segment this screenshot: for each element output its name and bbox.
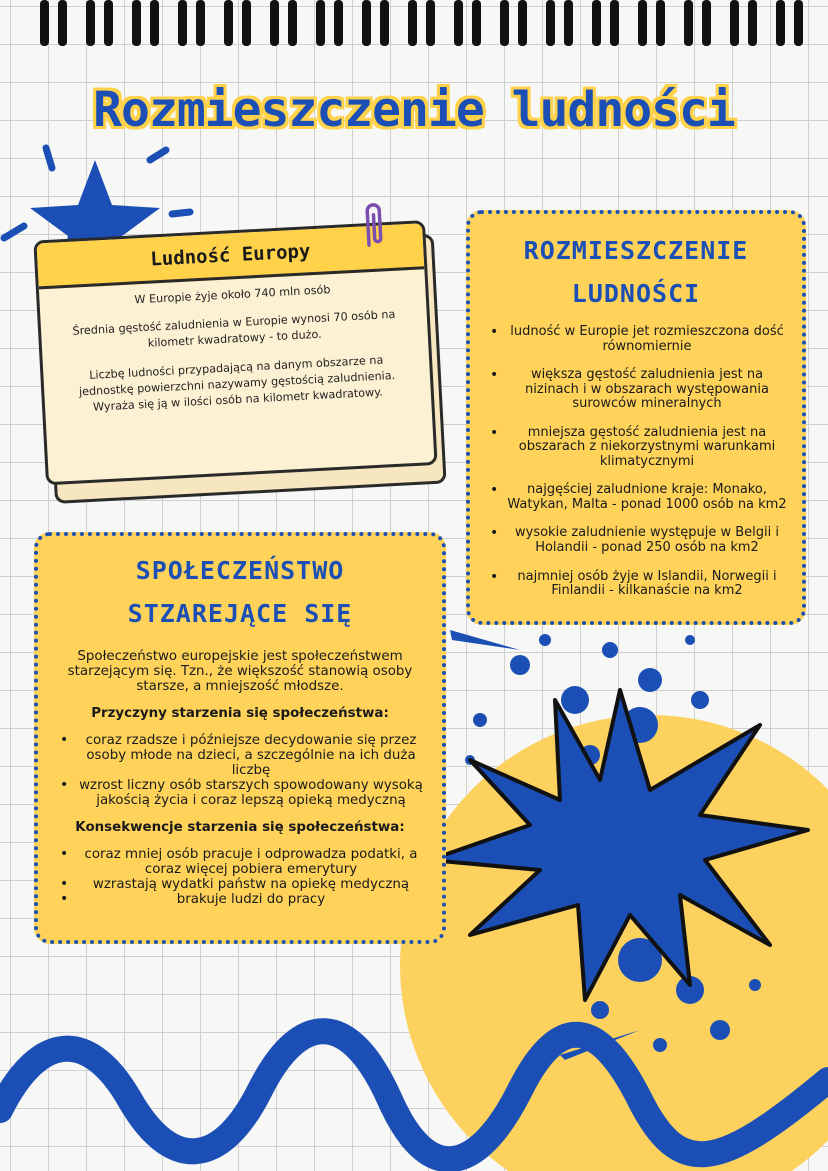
aging-heading: SPOŁECZEŃSTWO STZAREJĄCE SIĘ	[127, 556, 353, 628]
paper-clip-icon	[360, 200, 389, 251]
list-item: • coraz mniej osób pracuje i odprowadza podatki, a coraz więcej pobiera emerytury	[56, 847, 424, 877]
distribution-heading: ROZMIESZCZENIE LUDNOŚCI	[523, 236, 749, 308]
list-item: • coraz rzadsze i późniejsze decydowanie się przez osoby młode na dzieci, a szczególnie na ich duża liczbę	[56, 733, 424, 778]
list-item: • najgęściej zaludnione kraje: Monako, Watykan, Malta - ponad 1000 osób na km2	[484, 483, 788, 512]
list-item: • ludność w Europie jet rozmieszczona dość równomiernie	[484, 325, 788, 354]
distribution-list	[484, 325, 788, 599]
page-title: Rozmieszczenie ludności	[93, 82, 735, 138]
spiral-binding	[0, 0, 828, 60]
list-item: • wzrastają wydatki państw na opiekę medyczną	[56, 877, 424, 892]
causes-list	[56, 733, 424, 808]
list-item: • mniejsza gęstość zaludnienia jest na obszarach z niekorzystnymi warunkami klimatycznymi	[484, 426, 788, 470]
list-item: • wzrost liczny osób starszych spowodowany wysoką jakością życia i coraz lepszą opieką medyczną	[56, 778, 424, 808]
population-card	[33, 220, 446, 506]
card-paragraph: Liczbę ludności przypadającą na danym obszarze na jednostkę powierzchni nazywamy gęstością zaludnienia. Wyraża się ją w ilości osób na kilometr kwadratowy.	[78, 353, 396, 414]
card-front	[33, 220, 437, 485]
effects-list	[56, 847, 424, 907]
distribution-box	[466, 210, 806, 625]
list-item: • wysokie zaludnienie występuje w Belgii i Holandii - ponad 250 osób na km2	[484, 526, 788, 555]
card-title: Ludność Europy	[149, 239, 311, 271]
list-item: • najmniej osób żyje w Islandii, Norwegii i Finlandii - kilkanaście na km2	[484, 570, 788, 599]
card-paragraph: W Europie żyje około 740 mln osób	[134, 283, 331, 307]
aging-box	[34, 532, 446, 944]
aging-intro: Społeczeństwo europejskie jest społeczeństwem starzejącym się. Tzn., że większość stanowią osoby starsze, a mniejszość młodsze.	[67, 649, 413, 694]
card-body	[39, 269, 431, 418]
causes-title: Przyczyny starzenia się społeczeństwa:	[91, 706, 389, 721]
effects-title: Konsekwencje starzenia się społeczeństwa:	[75, 820, 405, 835]
list-item: • większa gęstość zaludnienia jest na nizinach i w obszarach występowania surowców mineralnych	[484, 368, 788, 412]
card-paragraph: Średnia gęstość zaludnienia w Europie wynosi 70 osób na kilometr kwadratowy - to dużo.	[72, 308, 396, 351]
list-item: • brakuje ludzi do pracy	[56, 892, 424, 907]
